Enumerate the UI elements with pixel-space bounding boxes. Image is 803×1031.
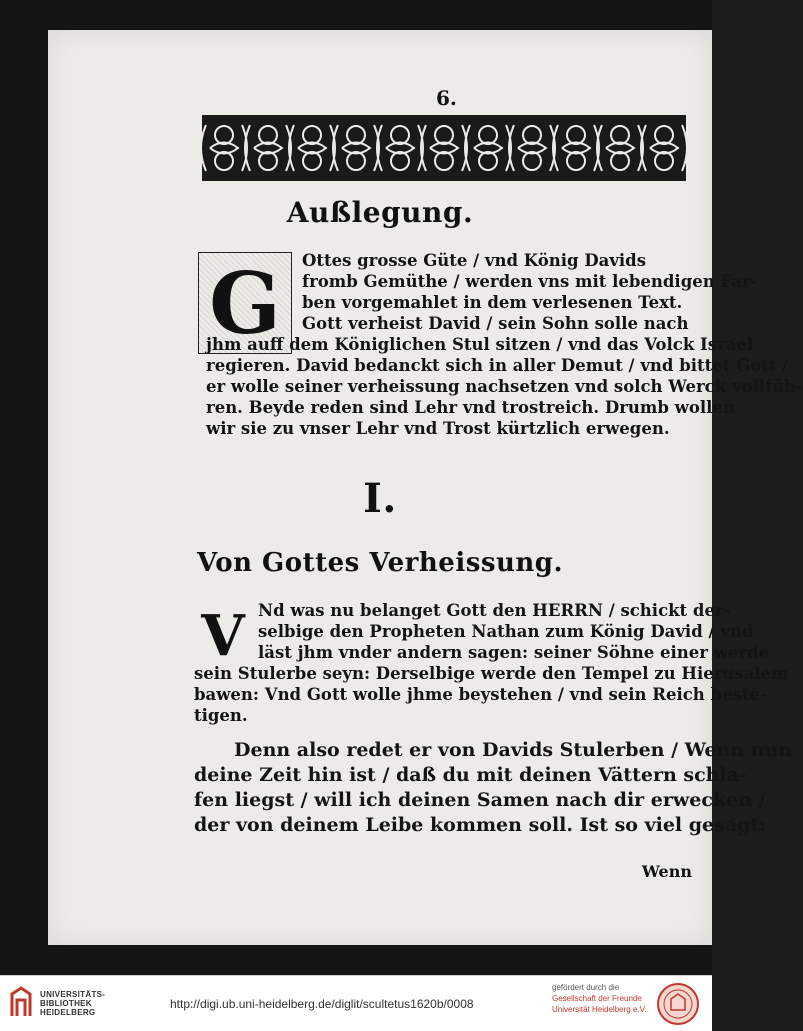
text-line: Denn also redet er von Davids Stulerben / Wenn nun: [234, 739, 793, 761]
library-line: BIBLIOTHEK: [40, 999, 92, 1008]
text-line: tigen.: [194, 706, 248, 725]
page-number: 6.: [436, 86, 457, 110]
library-logo-icon[interactable]: [8, 986, 34, 1020]
catchword: Wenn: [641, 862, 692, 881]
sponsor-note[interactable]: [552, 982, 646, 1015]
library-line: HEIDELBERG: [40, 1008, 96, 1017]
footer-bar: [0, 975, 712, 1031]
text-line: läst jhm vnder andern sagen: seiner Söhne einer werde: [258, 643, 770, 662]
subheading: Von Gottes Verheissung.: [196, 548, 564, 578]
text-line: Nd was nu belanget Gott den HERRN / schickt der-: [258, 601, 731, 620]
text-line: ren. Beyde reden sind Lehr vnd trostreich. Drumb wollen: [206, 398, 735, 417]
permalink-url[interactable]: http://digi.ub.uni-heidelberg.de/diglit/scultetus1620b/0008: [170, 997, 474, 1011]
text-line: sein Stulerbe seyn: Derselbige werde den Tempel zu Hierusalem: [194, 664, 789, 683]
text-line: Ottes grosse Güte / vnd König Davids: [302, 251, 647, 270]
sponsor-org-line: Universität Heidelberg e.V.: [552, 1005, 647, 1014]
book-page: [48, 30, 803, 945]
text-line: selbige den Propheten Nathan zum König David / vnd: [258, 622, 754, 641]
initial-letter: V: [201, 603, 245, 669]
text-line: regieren. David bedanckt sich in aller Demut / vnd bittet Gott /: [206, 356, 789, 375]
text-line: jhm auff dem Königlichen Stul sitzen / vnd das Volck Israel: [206, 335, 754, 354]
paragraph-promise: [194, 600, 789, 726]
decorated-initial: G: [198, 252, 292, 354]
text-line: wir sie zu vnser Lehr vnd Trost kürtzlich erwegen.: [206, 419, 670, 438]
text-line: Gott verheist David / sein Sohn solle nach: [302, 314, 689, 333]
paragraph-quote: [194, 738, 793, 838]
sponsor-org-line: Gesellschaft der Freunde: [552, 994, 642, 1003]
library-name[interactable]: [40, 990, 105, 1017]
section-heading: Außlegung.: [286, 196, 474, 229]
text-line: ben vorgemahlet in dem verlesenen Text.: [302, 293, 683, 312]
university-seal-icon[interactable]: [656, 982, 700, 1026]
sponsor-label: gefördert durch die: [552, 983, 620, 992]
text-line: er wolle seiner verheissung nachsetzen vnd solch Werck vollfüh-: [206, 377, 803, 396]
text-line: bawen: Vnd Gott wolle jhme beystehen / vnd sein Reich beste-: [194, 685, 767, 704]
text-line: fen liegst / will ich deinen Samen nach dir erwecken /: [194, 789, 766, 811]
text-line: der von deinem Leibe kommen soll. Ist so viel gesagt:: [194, 814, 767, 836]
ornament-band-icon: [202, 115, 686, 181]
text-line: fromb Gemüthe / werden vns mit lebendigen Far-: [302, 272, 758, 291]
paragraph-intro: [206, 250, 803, 439]
library-line: UNIVERSITÄTS-: [40, 990, 106, 999]
roman-numeral: I.: [363, 475, 397, 522]
text-line: deine Zeit hin ist / daß du mit deinen Vättern schla-: [194, 764, 747, 786]
